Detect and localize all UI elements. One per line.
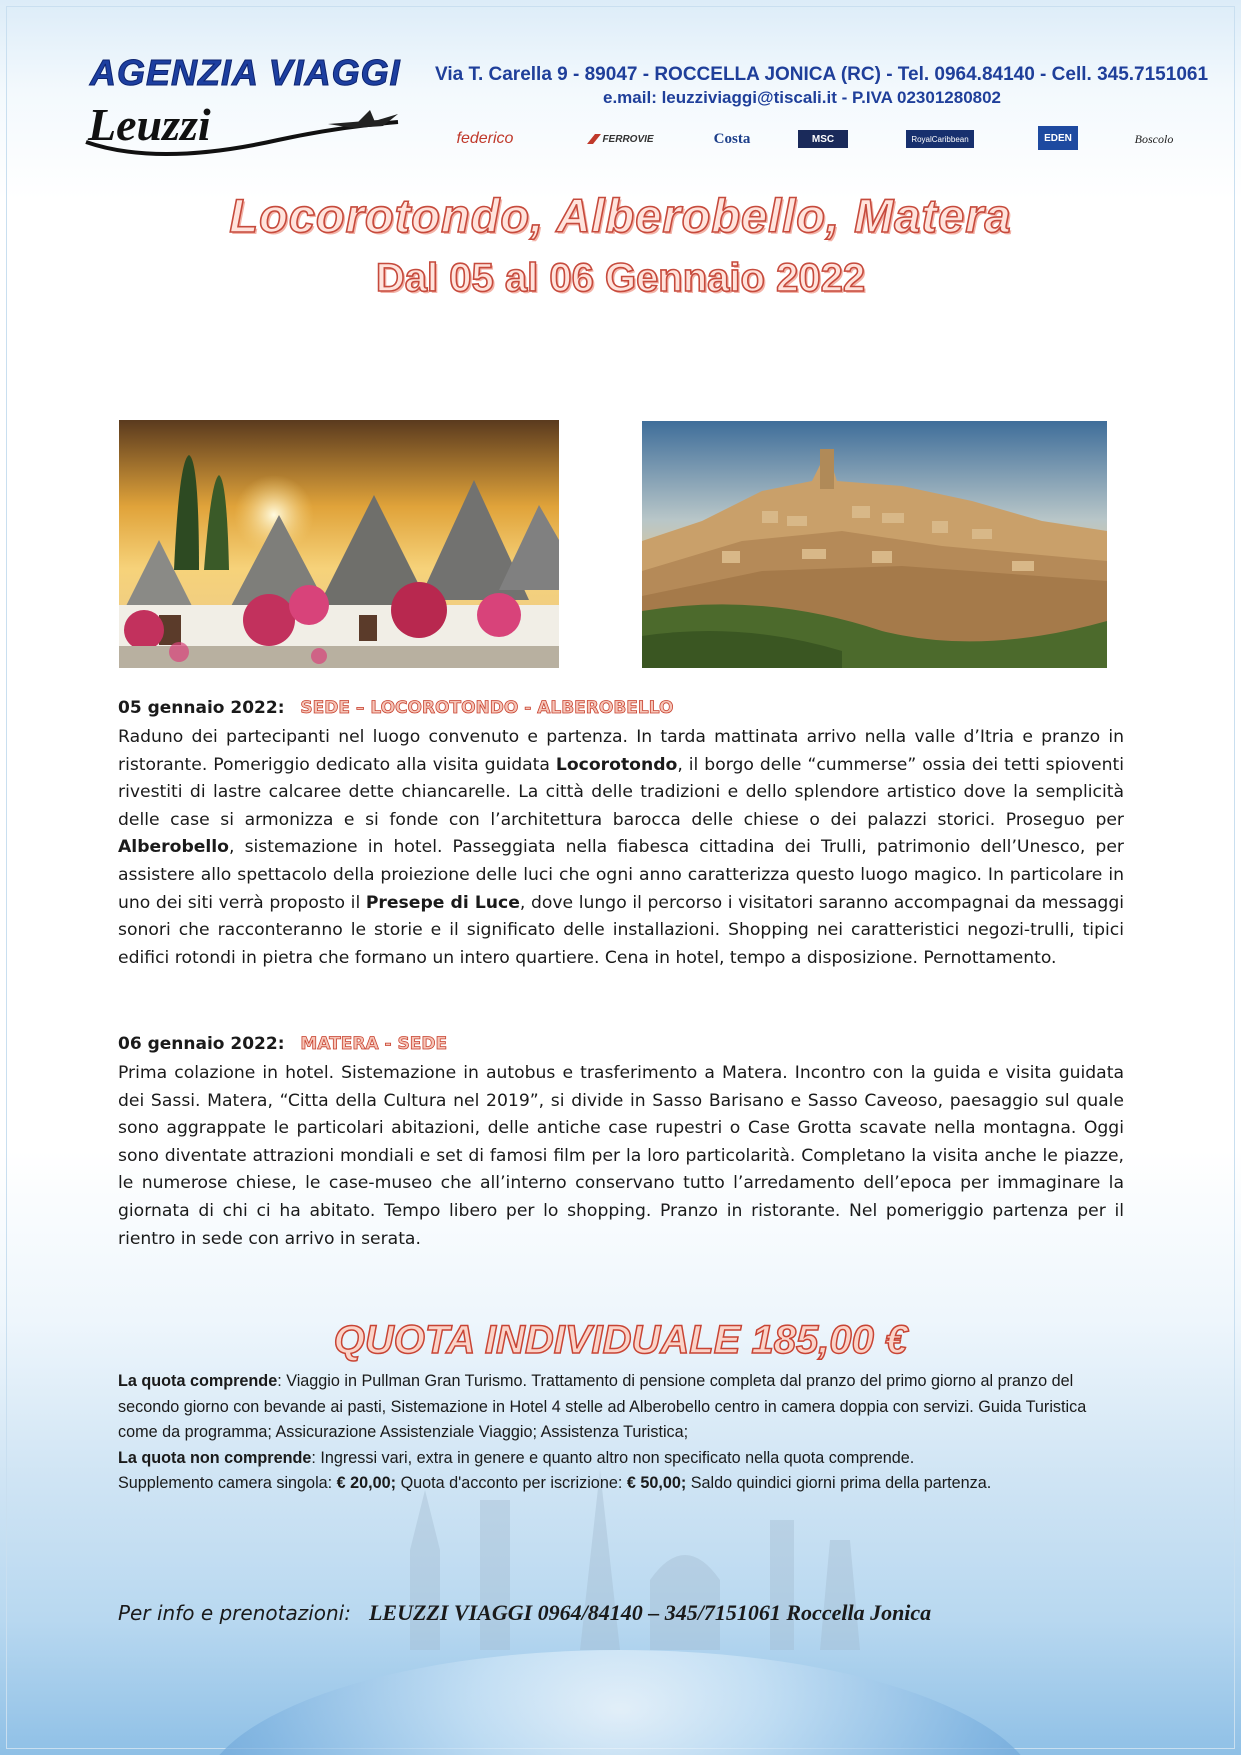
- day-2-date: 06 gennaio 2022:: [118, 1034, 285, 1054]
- itinerary-day-2: [118, 1034, 1124, 1253]
- partner-logo-boscolo: Boscolo: [1134, 131, 1174, 146]
- trip-dates: Dal 05 al 06 Gennaio 2022: [375, 256, 866, 300]
- booking-info-contact: LEUZZI VIAGGI 0964/84140 – 345/7151061 Roccella Jonica: [368, 1600, 932, 1625]
- itinerary-day-1: [118, 698, 1124, 972]
- supplement-label: Supplemento camera singola:: [118, 1474, 337, 1493]
- partner-label: FERROVIE: [602, 133, 654, 145]
- partner-logo-costa: Costa: [713, 130, 751, 147]
- globe-illustration: [200, 1650, 1040, 1755]
- price-terms: [118, 1369, 1128, 1497]
- day-1-text-part: , sistemazione in hotel. Passeggiata nella fiabesca cittadina dei Trulli, patrimonio dell’Unesco, per assistere allo spettacolo della proiezione delle luci che ogni anno caratterizza questo luogo magico. In particolare in uno dei siti verrà proposto il: [118, 837, 1124, 913]
- day-1-heading: [118, 698, 1124, 724]
- agency-address: Via T. Carella 9 - 89047 - ROCCELLA JONICA (RC) - Tel. 0964.84140 - Cell. 345.7151061: [435, 64, 1209, 85]
- partner-logo-federico: federico: [456, 130, 514, 147]
- partner-logo-ferrovie: [580, 124, 660, 154]
- individual-price: QUOTA INDIVIDUALE 185,00 €: [333, 1318, 908, 1362]
- agency-contact: e.mail: leuzziviaggi@tiscali.it - P.IVA 02301280802: [603, 88, 1002, 107]
- trip-title: Locorotondo, Alberobello, Matera: [229, 189, 1012, 242]
- day-1-highlight-alberobello: Alberobello: [118, 837, 229, 858]
- partner-logo-eden: EDEN: [1038, 126, 1078, 150]
- day-1-date: 05 gennaio 2022:: [118, 698, 285, 718]
- day-1-description: [118, 724, 1124, 972]
- day-1-text-part: , dove lungo il percorso i visitatori saranno accompagnai da messaggi sonori che racconteranno le storie e il significato delle installazioni. Shopping nei caratteristici negozi-trulli, tipici edifici rotondi in pietra che formano un intero quartiere. Cena in hotel, tempo a disposizione. Pernottamento.: [118, 892, 1124, 968]
- day-1-highlight-presepe: Presepe di Luce: [365, 892, 520, 913]
- partner-logo-msc: MSC: [798, 130, 848, 148]
- ferrovie-icon: [586, 132, 602, 146]
- day-1-text-part: , il borgo delle “cummerse” ossia dei tetti spioventi rivestiti di lastre calcaree dette chiancarelle. La città delle tradizioni e dello splendore artistico dove la semplicità delle case si armonizza e si fonde con l’architettura barocca delle chiese o dei palazzi storici. Proseguo per: [118, 754, 1124, 830]
- day-2-route: MATERA - SEDE: [300, 1034, 448, 1054]
- agency-logo-title: AGENZIA VIAGGI: [90, 52, 401, 93]
- day-1-text-part: Raduno dei partecipanti nel luogo convenuto e partenza. In tarda mattinata arrivo nella valle d’Itria e pranzo in ristorante. Pomeriggio dedicato alla visita guidata: [118, 727, 1124, 775]
- partner-logos: [440, 124, 1180, 156]
- excludes-label: La quota non comprende: [118, 1448, 312, 1467]
- balance-text: Saldo quindici giorni prima della partenza.: [686, 1474, 992, 1493]
- day-2-description: Prima colazione in hotel. Sistemazione in autobus e trasferimento a Matera. Incontro con la guida e visita guidata dei Sassi. Matera, “Citta della Cultura nel 2019”, si divide in Sasso Barisano e Sasso Caveoso, paesaggio sul quale sono aggrappate le particolari abitazioni, delle antiche case rupestri o Case Grotta scavate nella montagna. Oggi sono diventate attrazioni mondiali e set di famosi film per la loro particolarità. Completano la visita anche le piazze, le numerose chiese, le case-museo che all’interno conservano tutto l’arredamento dell’epoca per immaginare la giornata di chi ci ha abitato. Tempo libero per lo shopping. Pranzo in ristorante. Nel pomeriggio partenza per il rientro in sede con arrivo in serata.: [118, 1063, 1124, 1249]
- excludes-paragraph: [118, 1446, 1128, 1472]
- booking-info-label: Per info e prenotazioni:: [118, 1601, 351, 1625]
- deposit-value: € 50,00;: [626, 1474, 687, 1493]
- supplements-paragraph: [118, 1471, 1128, 1497]
- day-1-route: SEDE – LOCOROTONDO - ALBEROBELLO: [300, 698, 674, 718]
- alberobello-trulli-photo: [119, 420, 559, 668]
- matera-sassi-photo: [642, 421, 1107, 668]
- booking-info: [118, 1600, 931, 1626]
- day-2-heading: [118, 1034, 1124, 1060]
- includes-text: : Viaggio in Pullman Gran Turismo. Trattamento di pensione completa dal pranzo del primo giorno al pranzo del secondo giorno con bevande ai pasti, Sistemazione in Hotel 4 stelle ad Alberobello centro in camera doppia con servizi. Guida Turistica come da programma; Assicurazione Assistenziale Viaggio; Assistenza Turistica;: [118, 1372, 1087, 1442]
- excludes-text: : Ingressi vari, extra in genere e quanto altro non specificato nella quota comprende.: [311, 1448, 915, 1467]
- includes-paragraph: [118, 1369, 1128, 1446]
- supplement-value: € 20,00;: [336, 1474, 397, 1493]
- includes-label: La quota comprende: [118, 1372, 278, 1390]
- partner-logo-royalcaribbean: RoyalCaribbean: [906, 130, 974, 148]
- day-1-highlight-locorotondo: Locorotondo: [555, 754, 678, 775]
- agency-logo-script: Leuzzi: [88, 99, 211, 150]
- deposit-label: Quota d'acconto per iscrizione:: [396, 1474, 627, 1493]
